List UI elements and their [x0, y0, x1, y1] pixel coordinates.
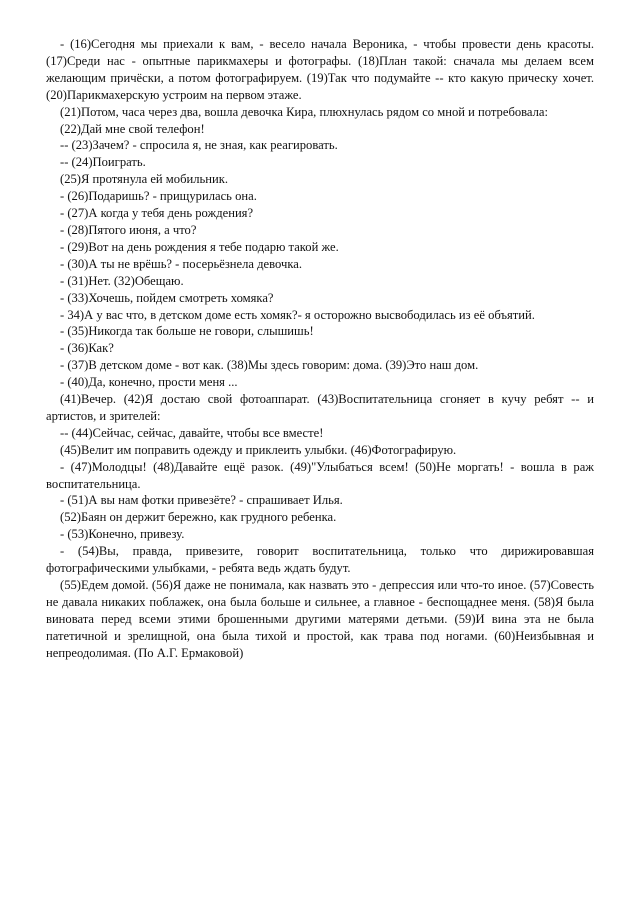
paragraph-33: - (33)Хочешь, пойдем смотреть хомяка? — [60, 290, 274, 305]
paragraph-45: (45)Велит им поправить одежду и приклеить улыбки. (46)Фотографирую. — [60, 442, 457, 457]
paragraph-34: - 34)А у вас что, в детском доме есть хомяк?- я осторожно высвободилась из её объятий. — [60, 307, 535, 322]
paragraph-25: (25)Я протянула ей мобильник. — [60, 172, 228, 187]
paragraph-51: - (51)А вы нам фотки привезёте? - спрашивает Илья. — [60, 493, 343, 508]
paragraph-27: - (27)А когда у тебя день рождения? — [60, 206, 254, 221]
paragraph-31: - (31)Нет. (32)Обещаю. — [60, 273, 184, 288]
paragraph-47: - (47)Молодцы! (48)Давайте ещё разок. (49)"Улыбаться всем! (50)Не моргать! - вошла в раж воспитательница. — [46, 459, 594, 491]
paragraph-21: (21)Потом, часа через два, вошла девочка Кира, плюхнулась рядом со мной и потребовала: — [60, 104, 549, 119]
paragraph-35: - (35)Никогда так больше не говори, слышишь! — [60, 324, 314, 339]
document-text — [46, 36, 594, 662]
paragraph-22: (22)Дай мне свой телефон! — [60, 121, 205, 136]
paragraph-41: (41)Вечер. (42)Я достаю свой фотоаппарат. (43)Воспитательница сгоняет в кучу ребят -- и артистов, и зрителей: — [46, 392, 594, 423]
paragraph-23: -- (23)Зачем? - спросила я, не зная, как реагировать. — [60, 138, 338, 153]
paragraph-36: - (36)Как? — [60, 341, 114, 356]
paragraph-16: - (16)Сегодня мы приехали к вам, - весело начала Вероника, - чтобы провести день красоты. (17)Среди нас - опытные парикмахеры и фотографы. (18)План такой: сначала мы делаем всем желающим причёски, а потом фотографируем. (19)Так что подумайте -- кто какую прическу хочет. (20)Парикмахерскую устроим на первом этаже. — [46, 37, 594, 102]
paragraph-30: - (30)А ты не врёшь? - посерьёзнела девочка. — [60, 256, 302, 271]
paragraph-44: -- (44)Сейчас, сейчас, давайте, чтобы все вместе! — [60, 425, 324, 440]
paragraph-37: - (37)В детском доме - вот как. (38)Мы здесь говорим: дома. (39)Это наш дом. — [60, 358, 479, 373]
paragraph-26: - (26)Подаришь? - прищурилась она. — [60, 189, 257, 204]
paragraph-53: - (53)Конечно, привезу. — [60, 527, 185, 542]
paragraph-55: (55)Едем домой. (56)Я даже не понимала, как назвать это - депрессия или что-то иное. (57)Совесть не давала никаких поблажек, она была больше и сильнее, а главное - беспощаднее меня. (58)Я была виновата перед всеми этими брошенными другими матерями детьми. (59)И вина эта не была патетичной и зрелищной, она была тихой и простой, как трава под ногами. (60)Неизбывная и непреодолимая. (По А.Г. Ермаковой) — [46, 578, 594, 660]
paragraph-24: -- (24)Поиграть. — [60, 155, 146, 170]
paragraph-40: - (40)Да, конечно, прости меня ... — [60, 375, 238, 390]
paragraph-54: - (54)Вы, правда, привезите, говорит воспитательница, только что дирижировавшая фотографическими улыбками, - ребята ведь ждать будут. — [46, 544, 594, 576]
paragraph-52: (52)Баян он держит бережно, как грудного ребенка. — [60, 510, 337, 525]
paragraph-28: - (28)Пятого июня, а что? — [60, 222, 197, 237]
paragraph-29: - (29)Вот на день рождения я тебе подарю такой же. — [60, 239, 339, 254]
